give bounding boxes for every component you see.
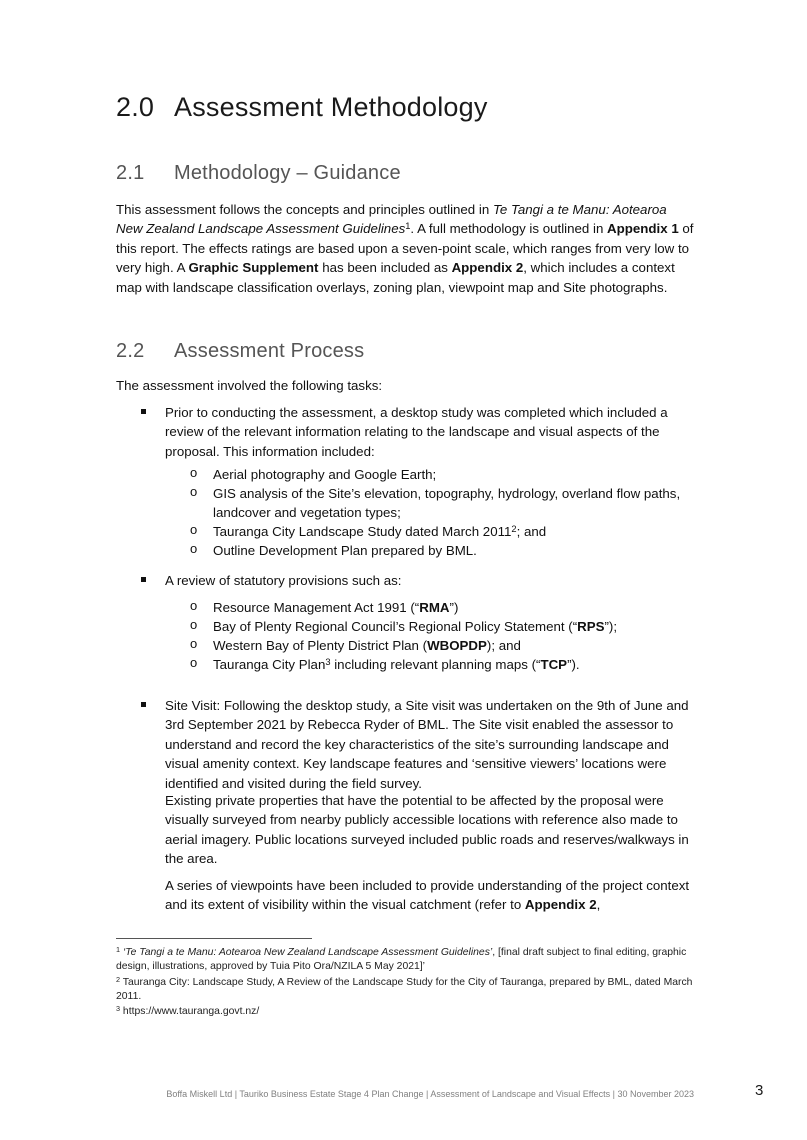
subsection-number: 2.2	[116, 340, 145, 362]
text-run: ”)	[449, 600, 459, 615]
sub-item-rma	[213, 598, 703, 617]
process-intro: The assessment involved the following tasks:	[116, 378, 383, 393]
subsection-title: Methodology – Guidance	[174, 162, 401, 184]
footnote-url[interactable]: https://www.tauranga.govt.nz/	[120, 1006, 260, 1017]
text-run: This assessment follows the concepts and principles outlined in	[116, 202, 493, 217]
footnote-ref-1[interactable]: 1	[405, 221, 411, 232]
circle-bullet: o	[190, 541, 198, 556]
sub-item-wbopdp	[213, 636, 703, 655]
abbr-rma: RMA	[419, 600, 450, 615]
bullet-site-visit: Site Visit: Following the desktop study, a Site visit was undertaken on the 9th of June and 3rd September 2021 by Rebecca Ryder of BML. The Site visit enabled the assessor to understand and record the key characteristics of the site’s surrounding landscape and visual amenity context. Key landscape features and ‘sensitive viewers’ locations were identified and visited during the field survey.	[165, 698, 689, 791]
subsection-number: 2.1	[116, 162, 145, 184]
text-run: ,	[596, 897, 601, 913]
subsection-heading-2-1	[116, 162, 401, 185]
sub-item-outline-plan: Outline Development Plan prepared by BML.	[213, 543, 477, 558]
circle-bullet: o	[190, 636, 198, 651]
appendix-2-ref: Appendix 2	[451, 260, 524, 276]
footnote-3	[116, 1005, 696, 1019]
text-run: Western Bay of Plenty District Plan (	[213, 638, 428, 653]
abbr-rps: RPS	[577, 619, 605, 634]
site-visit-private-properties: Existing private properties that have the potential to be affected by the proposal were visually surveyed from nearby publicly accessible locations with reference also made to aerial imagery. Public locations surveyed included public roads and reserves/walkways in the area.	[165, 793, 689, 867]
footnote-2	[116, 976, 696, 1003]
text-run: of this report. The effects ratings are based upon a seven-point scale, which ranges from very low to very high. A	[116, 221, 694, 276]
footnote-1	[116, 946, 696, 973]
text-run: ”).	[567, 657, 580, 672]
page-footer: Boffa Miskell Ltd | Tauriko Business Estate Stage 4 Plan Change | Assessment of Landscape and Visual Effects | 30 November 2023	[166, 1089, 694, 1099]
circle-bullet: o	[190, 484, 198, 499]
text-run: Resource Management Act 1991 (“	[213, 600, 420, 615]
footnote-ref-3[interactable]: 3	[325, 656, 331, 667]
section-heading-2-0	[116, 92, 488, 123]
footnote-title: ‘Te Tangi a te Manu: Aotearoa New Zealand Landscape Assessment Guidelines’	[122, 947, 493, 958]
text-run: A series of viewpoints have been included to provide understanding of the project context and its extent of visibility within the visual catchment (refer to	[165, 878, 690, 913]
sub-item-tcp	[213, 655, 703, 674]
text-run: has been included as	[318, 260, 452, 276]
circle-bullet: o	[190, 522, 198, 537]
circle-bullet: o	[190, 617, 198, 632]
footnote-number: 1	[116, 944, 121, 954]
sub-item-gis: GIS analysis of the Site’s elevation, topography, hydrology, overland flow paths, landcover and vegetation types;	[213, 486, 681, 521]
sub-item-aerial: Aerial photography and Google Earth;	[213, 467, 437, 482]
text-run: ); and	[486, 638, 521, 653]
methodology-paragraph	[116, 200, 696, 297]
bullet-square	[141, 702, 146, 707]
footnote-number: 2	[116, 974, 121, 984]
text-run: Bay of Plenty Regional Council’s Regional Policy Statement (“	[213, 619, 578, 634]
sub-item-landscape-study	[213, 522, 703, 541]
text-run: Tauranga City: Landscape Study, A Review of the Landscape Study for the City of Tauranga, prepared by BML, dated March 2011.	[116, 977, 693, 1002]
text-run: ; and	[516, 524, 547, 539]
section-number: 2.0	[116, 92, 155, 122]
footnote-separator	[116, 938, 312, 939]
text-run: Tauranga City Landscape Study dated March 2011	[213, 524, 512, 539]
subsection-title: Assessment Process	[174, 340, 365, 362]
bullet-square	[141, 409, 146, 414]
appendix-2-ref: Appendix 2	[524, 897, 597, 913]
footnote-number: 3	[116, 1003, 121, 1013]
bullet-square	[141, 577, 146, 582]
text-run: , which includes a context map with landscape classification overlays, zoning plan, viewpoint map and Site photographs.	[116, 260, 675, 295]
bullet-desktop-study: Prior to conducting the assessment, a desktop study was completed which included a review of the relevant information relating to the landscape and visual aspects of the proposal. This information included:	[165, 405, 668, 459]
circle-bullet: o	[190, 598, 198, 613]
graphic-supplement-ref: Graphic Supplement	[188, 260, 319, 276]
footnote-ref-2[interactable]: 2	[511, 523, 517, 534]
text-run: , [final draft subject to final editing, graphic design, illustrations, approved by Tuia Pito Ora/NZILA 5 May 2021]’	[116, 947, 687, 972]
sub-item-rps	[213, 617, 703, 636]
bullet-statutory-review: A review of statutory provisions such as:	[165, 573, 402, 588]
circle-bullet: o	[190, 655, 198, 670]
text-run: including relevant planning maps (“	[330, 657, 541, 672]
page-number: 3	[755, 1082, 764, 1099]
abbr-wbopdp: WBOPDP	[427, 638, 487, 653]
text-run: Tauranga City Plan	[213, 657, 326, 672]
abbr-tcp: TCP	[540, 657, 568, 672]
section-title: Assessment Methodology	[174, 92, 488, 122]
subsection-heading-2-2	[116, 340, 364, 363]
text-run: ”);	[604, 619, 618, 634]
guidelines-title: Te Tangi a te Manu: Aotearoa New Zealand Landscape Assessment Guidelines	[116, 202, 667, 237]
site-visit-viewpoints	[165, 876, 700, 915]
text-run: . A full methodology is outlined in	[410, 221, 608, 237]
circle-bullet: o	[190, 465, 198, 480]
appendix-1-ref: Appendix 1	[607, 221, 679, 237]
